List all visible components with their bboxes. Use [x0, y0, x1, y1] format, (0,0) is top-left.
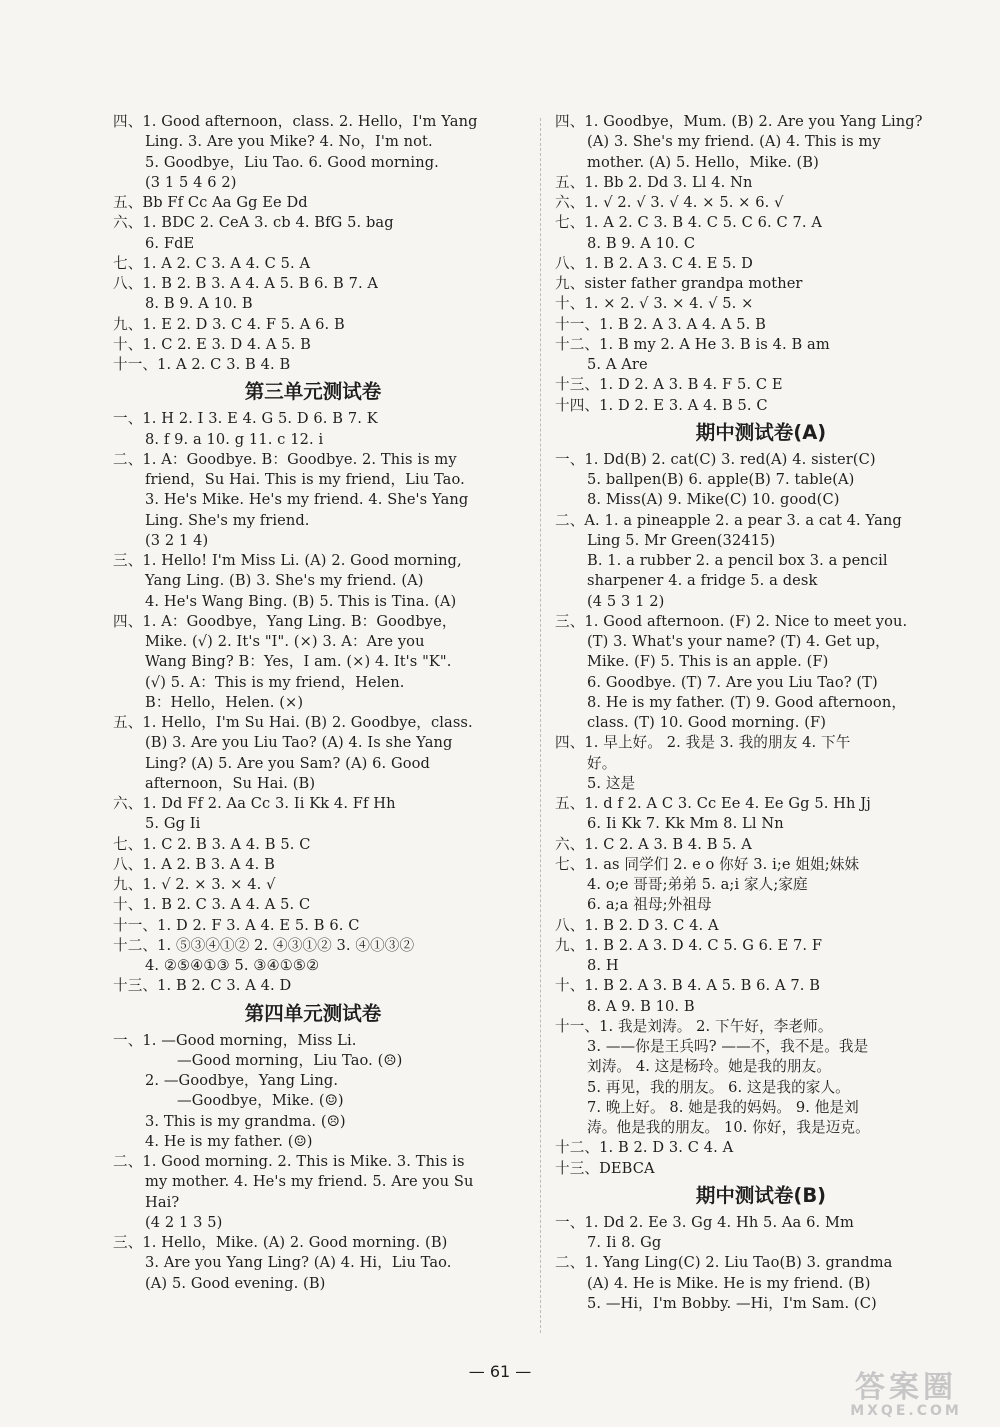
- answer-line: 六、1. C 2. A 3. B 4. B 5. A: [555, 835, 752, 853]
- answer-line: friend，Su Hai. This is my friend，Liu Tao.: [145, 471, 465, 488]
- answer-line: 3. Are you Yang Ling? (A) 4. Hi，Liu Tao.: [145, 1254, 452, 1272]
- answer-line: (B) 3. Are you Liu Tao? (A) 4. Is she Yang: [145, 734, 453, 752]
- watermark-logo: [822, 1372, 990, 1420]
- section-heading: 第三单元测试卷: [244, 380, 382, 404]
- answer-line: (√) 5. A：This is my friend，Helen.: [145, 673, 405, 691]
- answer-line: —Good morning，Liu Tao. (☹): [177, 1051, 403, 1069]
- answer-line: B. 1. a rubber 2. a pencil box 3. a pencil: [587, 552, 888, 569]
- answer-line: 十一、1. 我是刘涛。 2. 下午好，李老师。: [555, 1017, 833, 1035]
- answer-line: 三、1. Hello! I'm Miss Li. (A) 2. Good morning,: [113, 552, 462, 569]
- answer-line: Yang Ling. (B) 3. She's my friend. (A): [145, 572, 424, 590]
- answer-line: 5. A Are: [587, 356, 648, 373]
- answer-line: 5. 这是: [587, 774, 636, 792]
- answer-line: 3. ——你是王兵吗? ——不，我不是。我是: [587, 1038, 869, 1055]
- answer-line: 七、1. A 2. C 3. B 4. C 5. C 6. C 7. A: [555, 214, 823, 232]
- answer-line: 一、1. H 2. I 3. E 4. G 5. D 6. B 7. K: [113, 410, 378, 428]
- answer-line: 七、1. A 2. C 3. A 4. C 5. A: [113, 254, 311, 272]
- answer-line: mother. (A) 5. Hello，Mike. (B): [587, 153, 819, 171]
- answer-line: (3 2 1 4): [145, 531, 209, 549]
- answer-line: 5. ballpen(B) 6. apple(B) 7. table(A): [587, 471, 855, 488]
- section-heading: 第四单元测试卷: [244, 1001, 382, 1025]
- answer-line: 九、1. √ 2. × 3. × 4. √: [113, 876, 276, 893]
- answer-line: 2. —Goodbye，Yang Ling.: [145, 1072, 339, 1089]
- answer-line: 5. Goodbye，Liu Tao. 6. Good morning.: [145, 153, 439, 171]
- answer-line: 八、1. B 2. A 3. C 4. E 5. D: [555, 254, 753, 272]
- answer-line: 七、1. as 同学们 2. e o 你好 3. i;e 姐姐;妹妹: [555, 855, 860, 873]
- answer-line: 4. o;e 哥哥;弟弟 5. a;i 家人;家庭: [587, 876, 808, 893]
- answer-line: my mother. 4. He's my friend. 5. Are you Su: [145, 1173, 474, 1191]
- answer-line: class. (T) 10. Good morning. (F): [587, 714, 827, 731]
- answer-line: 8. B 9. A 10. B: [145, 295, 253, 313]
- answer-line: 8. He is my father. (T) 9. Good afternoon，: [587, 693, 907, 711]
- answer-line: 十、1. × 2. √ 3. × 4. √ 5. ×: [555, 295, 754, 313]
- answer-line: Wang Bing? B：Yes，I am. (×) 4. It's "K".: [145, 653, 452, 671]
- answer-line: 五、1. d f 2. A C 3. Cc Ee 4. Ee Gg 5. Hh Jj: [555, 795, 871, 812]
- answer-line: Ling. 3. Are you Mike? 4. No，I'm not.: [145, 133, 433, 151]
- answer-line: 4. He's Wang Bing. (B) 5. This is Tina. (A): [145, 592, 457, 610]
- answer-line: Ling? (A) 5. Are you Sam? (A) 6. Good: [145, 754, 430, 772]
- answer-line: 十一、1. D 2. F 3. A 4. E 5. B 6. C: [113, 916, 360, 934]
- answer-line: 二、1. A：Goodbye. B：Goodbye. 2. This is my: [113, 450, 457, 468]
- answer-line: 十三、1. D 2. A 3. B 4. F 5. C E: [555, 376, 783, 394]
- answer-line: (A) 3. She's my friend. (A) 4. This is my: [587, 133, 881, 151]
- answer-line: 6. Ii Kk 7. Kk Mm 8. Ll Nn: [587, 815, 784, 833]
- answer-line: 二、1. Good morning. 2. This is Mike. 3. This is: [113, 1153, 465, 1170]
- watermark-text: 答案圈: [855, 1370, 957, 1405]
- answer-line: —Goodbye，Mike. (☺): [177, 1092, 344, 1110]
- answer-line: 四、1. 早上好。 2. 我是 3. 我的朋友 4. 下午: [555, 734, 851, 752]
- answer-line: 十一、1. A 2. C 3. B 4. B: [113, 356, 291, 373]
- answer-line: 十、1. B 2. A 3. B 4. A 5. B 6. A 7. B: [555, 977, 821, 995]
- answer-line: 涛。他是我的朋友。 10. 你好，我是迈克。: [587, 1119, 870, 1136]
- answer-line: 十、1. B 2. C 3. A 4. A 5. C: [113, 896, 311, 914]
- watermark-url: MXQE.COM: [850, 1403, 962, 1419]
- answer-line: 十三、1. B 2. C 3. A 4. D: [113, 977, 292, 995]
- answer-line: (3 1 5 4 6 2): [145, 173, 237, 191]
- answer-line: 5. —Hi，I'm Bobby. —Hi，I'm Sam. (C): [587, 1294, 877, 1312]
- answer-line: (4 2 1 3 5): [145, 1213, 223, 1231]
- answer-line: (4 5 3 1 2): [587, 592, 665, 610]
- page-number: — 61 —: [468, 1362, 532, 1381]
- answer-line: 一、1. Dd(B) 2. cat(C) 3. red(A) 4. sister(C): [555, 450, 876, 468]
- answer-line: (A) 5. Good evening. (B): [145, 1274, 326, 1292]
- answer-line: 3. This is my grandma. (☹): [145, 1112, 346, 1130]
- answer-line: 五、1. Bb 2. Dd 3. Ll 4. Nn: [555, 173, 753, 191]
- answer-line: 八、1. B 2. D 3. C 4. A: [555, 916, 719, 934]
- answer-line: 四、1. A：Goodbye，Yang Ling. B：Goodbye，: [113, 612, 457, 630]
- answer-line: Mike. (F) 5. This is an apple. (F): [587, 653, 829, 671]
- answer-line: (T) 3. What's your name? (T) 4. Get up，: [587, 633, 890, 650]
- answer-line: 四、1. Goodbye，Mum. (B) 2. Are you Yang Ling?: [555, 113, 923, 130]
- answer-line: Ling. She's my friend.: [145, 511, 310, 529]
- right-column: [555, 112, 967, 1314]
- section-heading: 期中测试卷(B): [695, 1183, 827, 1207]
- answer-line: 6. Goodbye. (T) 7. Are you Liu Tao? (T): [587, 673, 878, 691]
- answer-line: 4. ②⑤④①③ 5. ③④①⑤②: [145, 957, 320, 974]
- answer-line: 一、1. Dd 2. Ee 3. Gg 4. Hh 5. Aa 6. Mm: [555, 1213, 854, 1231]
- answer-line: 五、1. Hello，I'm Su Hai. (B) 2. Goodbye，class.: [113, 714, 473, 731]
- answer-line: 6. FdE: [145, 234, 195, 252]
- answer-line: 好。: [587, 754, 617, 772]
- answer-line: 十一、1. B 2. A 3. A 4. A 5. B: [555, 315, 766, 333]
- answer-line: 三、1. Hello，Mike. (A) 2. Good morning. (B): [113, 1234, 448, 1251]
- answer-line: Ling 5. Mr Green(32415): [587, 531, 776, 549]
- answer-line: Mike. (√) 2. It's "I". (×) 3. A：Are you: [145, 633, 425, 650]
- answer-line: 五、Bb Ff Cc Aa Gg Ee Dd: [113, 194, 308, 211]
- answer-line: Hai?: [145, 1193, 180, 1211]
- answer-line: 十二、1. ⑤③④①② 2. ④③①② 3. ④①③②: [113, 936, 415, 954]
- answer-line: 十二、1. B 2. D 3. C 4. A: [555, 1139, 734, 1157]
- answer-line: 5. 再见，我的朋友。 6. 这是我的家人。: [587, 1078, 850, 1096]
- answer-line: 8. f 9. a 10. g 11. c 12. i: [145, 430, 324, 448]
- answer-line: B：Hello，Helen. (×): [145, 693, 304, 711]
- answer-line: sharpener 4. a fridge 5. a desk: [587, 572, 818, 590]
- answer-line: 九、1. B 2. A 3. D 4. C 5. G 6. E 7. F: [555, 936, 823, 954]
- answer-line: 一、1. —Good morning，Miss Li.: [113, 1031, 357, 1049]
- answer-line: 六、1. Dd Ff 2. Aa Cc 3. Ii Kk 4. Ff Hh: [113, 795, 396, 812]
- answer-line: 刘涛。 4. 这是杨玲。她是我的朋友。: [587, 1058, 832, 1076]
- answer-line: 7. 晚上好。 8. 她是我的妈妈。 9. 他是刘: [587, 1098, 859, 1116]
- answer-line: 8. Miss(A) 9. Mike(C) 10. good(C): [587, 491, 840, 509]
- answer-line: 十三、DEBCA: [555, 1159, 655, 1177]
- answer-line: 四、1. Good afternoon，class. 2. Hello，I'm Yang: [113, 113, 478, 130]
- answer-line: 九、sister father grandpa mother: [555, 275, 803, 292]
- answer-line: 九、1. E 2. D 3. C 4. F 5. A 6. B: [113, 315, 345, 333]
- answer-line: 3. He's Mike. He's my friend. 4. She's Yang: [145, 491, 469, 509]
- answer-line: 4. He is my father. (☺): [145, 1132, 313, 1150]
- answer-line: 六、1. √ 2. √ 3. √ 4. × 5. × 6. √: [555, 194, 784, 211]
- answer-line: 八、1. A 2. B 3. A 4. B: [113, 855, 275, 873]
- left-column: [113, 112, 513, 1294]
- answer-line: 二、1. Yang Ling(C) 2. Liu Tao(B) 3. grandma: [555, 1254, 893, 1272]
- answer-line: 二、A. 1. a pineapple 2. a pear 3. a cat 4. Yang: [555, 511, 902, 529]
- answer-line: 八、1. B 2. B 3. A 4. A 5. B 6. B 7. A: [113, 275, 379, 292]
- answer-line: 十、1. C 2. E 3. D 4. A 5. B: [113, 335, 311, 353]
- answer-line: 十二、1. B my 2. A He 3. B is 4. B am: [555, 335, 830, 353]
- answer-line: (A) 4. He is Mike. He is my friend. (B): [587, 1274, 871, 1292]
- answer-line: 七、1. C 2. B 3. A 4. B 5. C: [113, 835, 311, 853]
- section-heading: 期中测试卷(A): [695, 420, 827, 444]
- answer-line: 8. B 9. A 10. C: [587, 234, 696, 252]
- answer-line: 5. Gg Ii: [145, 815, 201, 833]
- answer-line: 十四、1. D 2. E 3. A 4. B 5. C: [555, 396, 768, 414]
- answer-line: 7. Ii 8. Gg: [587, 1234, 662, 1251]
- answer-line: 六、1. BDC 2. CeA 3. cb 4. BfG 5. bag: [113, 214, 394, 232]
- answer-line: 8. H: [587, 957, 619, 974]
- answer-line: 6. a;a 祖母;外祖母: [587, 896, 712, 914]
- answer-line: afternoon，Su Hai. (B): [145, 774, 316, 792]
- answer-line: 8. A 9. B 10. B: [587, 997, 695, 1015]
- column-divider: [540, 118, 541, 1333]
- answer-line: 三、1. Good afternoon. (F) 2. Nice to meet you.: [555, 612, 908, 630]
